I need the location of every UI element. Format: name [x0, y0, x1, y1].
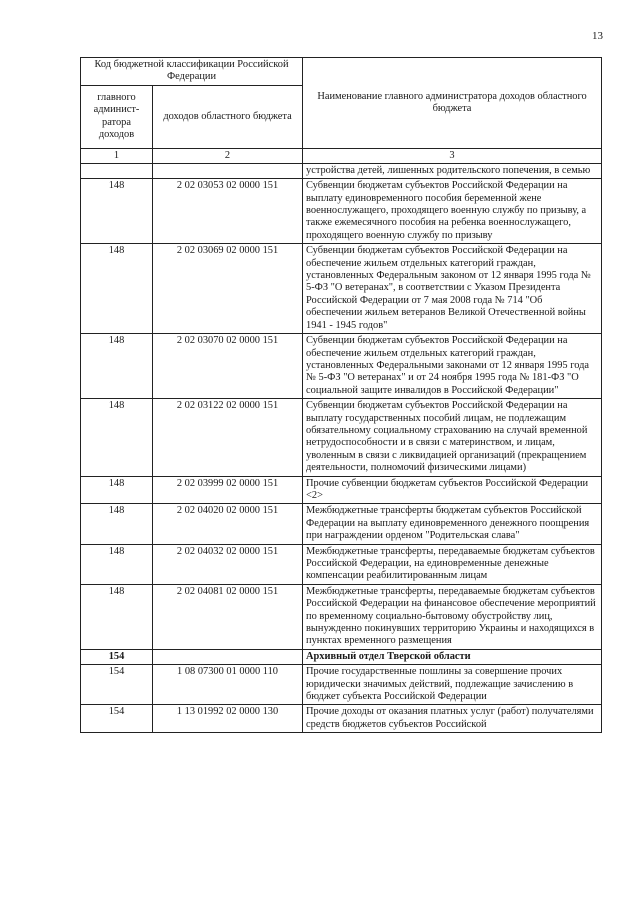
column-number-row: [81, 148, 602, 163]
table-row: [81, 584, 602, 649]
admin-code-cell: 148: [81, 334, 153, 399]
table-row: [81, 544, 602, 584]
admin-code-cell: 148: [81, 584, 153, 649]
income-code-cell: [153, 649, 303, 664]
income-code-cell: 2 02 04020 02 0000 151: [153, 504, 303, 544]
table-row: [81, 244, 602, 334]
admin-code-cell: [81, 163, 153, 178]
income-code-cell: 2 02 03122 02 0000 151: [153, 399, 303, 476]
income-name-cell: Межбюджетные трансферты, передаваемые бюджетам субъектов Российской Федерации, на единовременные денежные компенсации реабилитированным лицам: [303, 544, 602, 584]
admin-code-cell: 148: [81, 504, 153, 544]
income-code-cell: 2 02 03053 02 0000 151: [153, 179, 303, 244]
income-code-cell: 2 02 04081 02 0000 151: [153, 584, 303, 649]
admin-code-cell: 148: [81, 244, 153, 334]
table-row: [81, 705, 602, 733]
header-group-title: Код бюджетной классификации Российской Федерации: [81, 58, 303, 86]
admin-code-cell: 154: [81, 665, 153, 705]
income-name-cell: Прочие субвенции бюджетам субъектов Российской Федерации <2>: [303, 476, 602, 504]
income-name-cell: Межбюджетные трансферты бюджетам субъектов Российской Федерации на выплату единовременного денежного поощрения при награждении орденом "Родительская слава": [303, 504, 602, 544]
income-code-cell: 2 02 03999 02 0000 151: [153, 476, 303, 504]
admin-code-cell: 148: [81, 179, 153, 244]
admin-code-cell: 148: [81, 399, 153, 476]
income-name-cell: Субвенции бюджетам субъектов Российской Федерации на обеспечение жильем отдельных категорий граждан, установленных Федеральными законами от 12 января 1995 года № 5-ФЗ "О ветеранах" и от 24 ноября 1995 года № 181-ФЗ "О социальной защите инвалидов в Российской Федерации": [303, 334, 602, 399]
admin-code-cell: 154: [81, 649, 153, 664]
income-code-cell: 2 02 04032 02 0000 151: [153, 544, 303, 584]
income-name-cell: Межбюджетные трансферты, передаваемые бюджетам субъектов Российской Федерации на финансовое обеспечение мероприятий по временному социально-бытовому обустройству лиц, вынужденно покинувших территорию Украины и находящихся в пунктах временного размещения: [303, 584, 602, 649]
budget-classification-table: [80, 57, 602, 733]
table-row: [81, 504, 602, 544]
table-body: [81, 163, 602, 732]
income-name-cell: Прочие доходы от оказания платных услуг (работ) получателями средств бюджетов субъектов Российской: [303, 705, 602, 733]
income-name-cell: устройства детей, лишенных родительского попечения, в семью: [303, 163, 602, 178]
column-number: 2: [153, 148, 303, 163]
income-name-cell: Субвенции бюджетам субъектов Российской Федерации на обеспечение жильем отдельных категорий граждан, установленных Федеральным законом от 12 января 1995 года № 5-ФЗ "О ветеранах", в соответствии с Указом Президента Российской Федерации от 7 мая 2008 года № 714 "Об обеспечении жильем ветеранов Великой Отечественной войны 1941 - 1945 годов": [303, 244, 602, 334]
income-name-cell: Прочие государственные пошлины за совершение прочих юридически значимых действий, подлежащие зачислению в бюджет субъекта Российской Федерации: [303, 665, 602, 705]
table-row: [81, 179, 602, 244]
column-number: 3: [303, 148, 602, 163]
table-row: [81, 476, 602, 504]
income-code-cell: 1 13 01992 02 0000 130: [153, 705, 303, 733]
income-name-cell: Субвенции бюджетам субъектов Российской Федерации на выплату государственных пособий лицам, не подлежащим обязательному социальному страхованию на случай временной нетрудоспособности и в связи с материнством, и лицам, уволенным в связи с ликвидацией организаций (прекращением деятельности, полномочий физическими лицами): [303, 399, 602, 476]
table-row: [81, 665, 602, 705]
income-code-cell: 1 08 07300 01 0000 110: [153, 665, 303, 705]
header-col-name: Наименование главного администратора доходов областного бюджета: [303, 58, 602, 149]
income-name-cell: Субвенции бюджетам субъектов Российской Федерации на выплату единовременного пособия беременной жене военнослужащего, проходящего военную службу по призыву, а также ежемесячного пособия на ребенка военнослужащего, проходящего военную службу по призыву: [303, 179, 602, 244]
table-row: [81, 399, 602, 476]
table-row: [81, 649, 602, 664]
income-code-cell: [153, 163, 303, 178]
header-row-top: [81, 58, 602, 86]
column-number: 1: [81, 148, 153, 163]
table-row: [81, 334, 602, 399]
page-number: 13: [592, 30, 603, 42]
income-name-cell: Архивный отдел Тверской области: [303, 649, 602, 664]
income-code-cell: 2 02 03070 02 0000 151: [153, 334, 303, 399]
admin-code-cell: 148: [81, 476, 153, 504]
income-code-cell: 2 02 03069 02 0000 151: [153, 244, 303, 334]
header-col-admin: главного админист-ратора доходов: [81, 85, 153, 148]
header-col-income: доходов областного бюджета: [153, 85, 303, 148]
table-row: [81, 163, 602, 178]
admin-code-cell: 148: [81, 544, 153, 584]
admin-code-cell: 154: [81, 705, 153, 733]
